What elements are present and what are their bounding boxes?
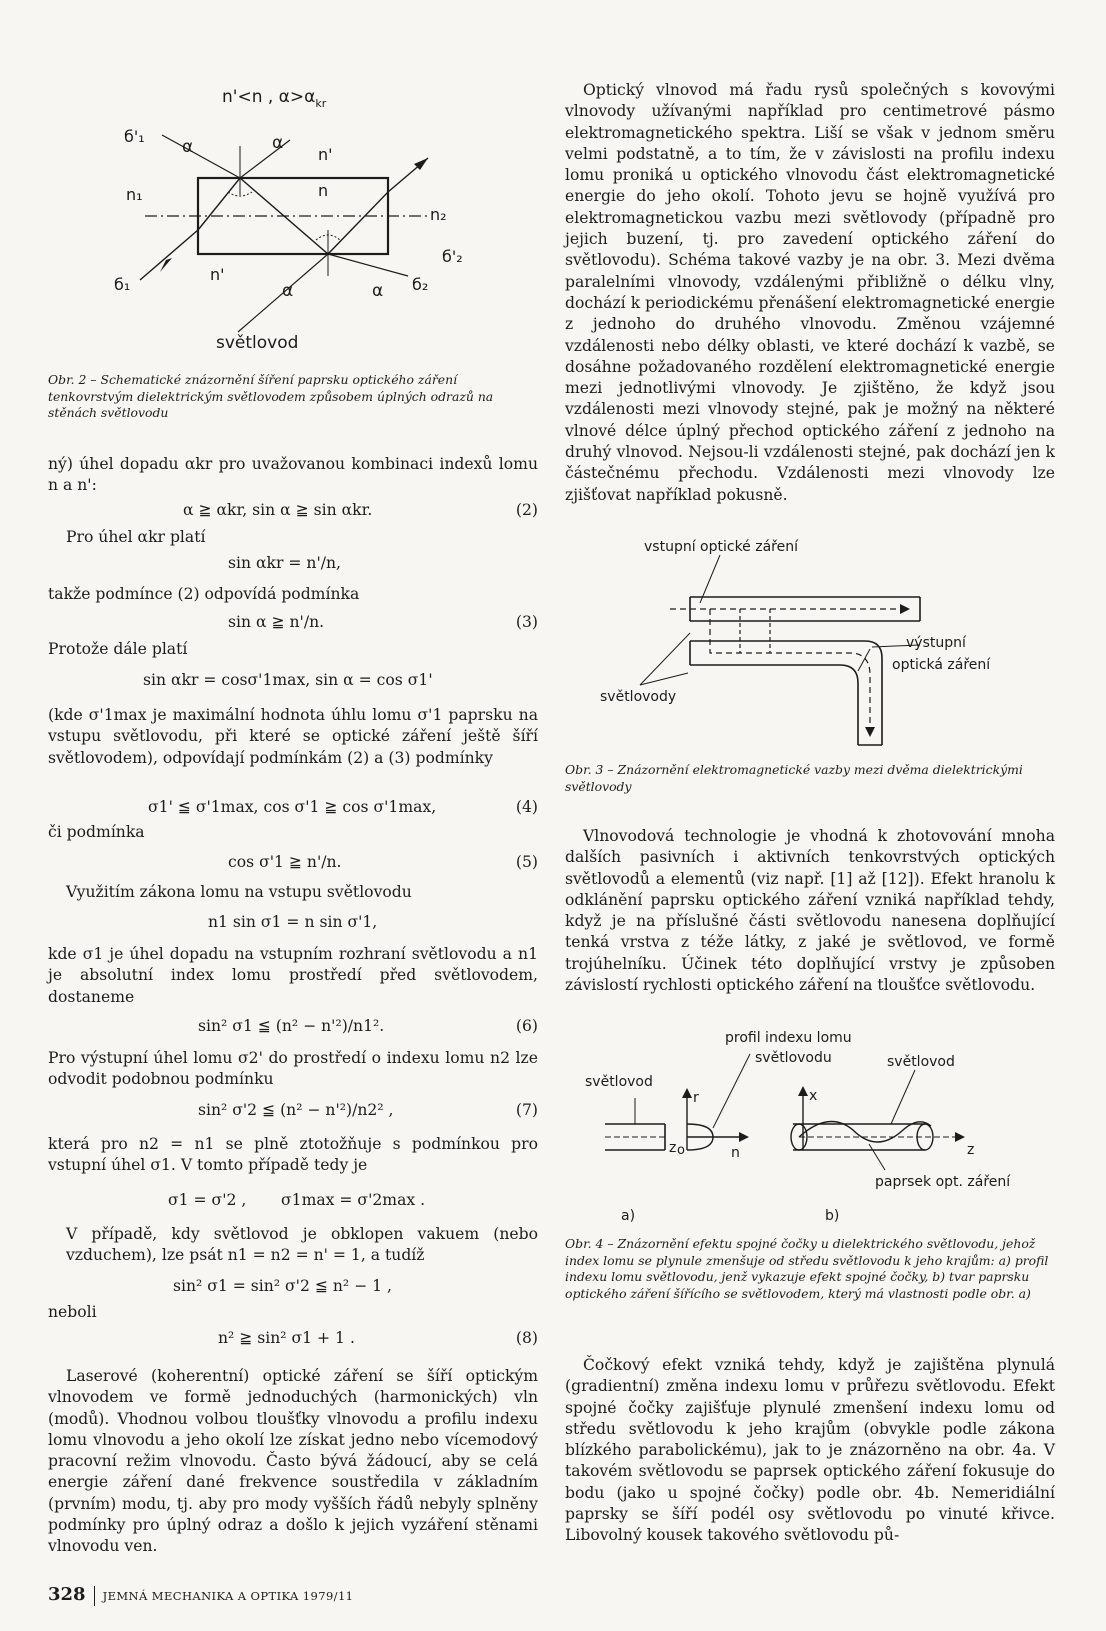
left-paragraph-7: Využitím zákona lomu na vstupu světlovodu: [66, 883, 412, 901]
fig2-alpha-top-left: α: [182, 137, 194, 157]
fig2-alpha-top-right: α: [272, 133, 284, 153]
figure-3-diagram: [600, 539, 1030, 755]
equation-sigma-equal: σ1 = σ'2 , σ1max = σ'2max .: [168, 1191, 426, 1209]
equation-cos: sin αkr = cosσ'1max, sin α = cos σ1': [143, 671, 433, 689]
equation-8-number: (8): [515, 1329, 538, 1347]
equation-4: σ1' ≦ σ'1max, cos σ'1 ≧ cos σ'1max,: [148, 798, 437, 816]
fig4-profile-2: světlovodu: [755, 1050, 832, 1066]
left-paragraph-3: takže podmínce (2) odpovídá podmínka: [48, 585, 360, 603]
equation-6-number: (6): [515, 1017, 538, 1035]
equation-3-number: (3): [515, 613, 538, 631]
equation-5-number: (5): [515, 853, 538, 871]
refracted-top-left: [162, 135, 240, 178]
figure-4-caption: Obr. 4 – Znázornění efektu spojné čočky u dielektrického světlovodu, jehož index lomu se plynule zmenšuje od středu světlovodu k jeho krajům: a) profil indexu lomu světlovodu, jenž vykazuje efekt spojné čočky, b) tvar paprsku optického záření šířícího se světlovodem, který má vlastnosti podle obr. a): [565, 1236, 1049, 1301]
left-paragraph-1: ný) úhel dopadu αkr pro uvažovanou kombinaci indexů lomu n a n':: [48, 455, 538, 495]
fig3-label-output-1: výstupní: [906, 635, 966, 651]
fig4-axis-z-a: z: [669, 1140, 677, 1156]
equation-8: n² ≧ sin² σ1 + 1 .: [218, 1329, 355, 1347]
figure-3-caption: Obr. 3 – Znázornění elektromagnetické vazby mezi dvěma dielektrickými světlovody: [565, 762, 1023, 794]
figure-2-diagram: [110, 80, 480, 360]
figure-4-diagram: [585, 1030, 1045, 1230]
equation-snell: n1 sin σ1 = n sin σ'1,: [208, 913, 378, 931]
equation-4-number: (4): [515, 798, 538, 816]
fig2-n2: n₂: [430, 205, 447, 224]
equation-7-number: (7): [515, 1101, 538, 1119]
journal-title: JEMNÁ MECHANIKA A OPTIKA 1979/11: [102, 1589, 354, 1603]
page-footer: [48, 1584, 353, 1606]
fig3-label-input: vstupní optické záření: [644, 539, 798, 555]
right-paragraph-1: Optický vlnovod má řadu rysů společných s kovovými vlnovody užívanými například pro centimetrové pásmo elektromagnetického spektra. Liší se však v jednom směru velmi podstatně, a to tím, že v závislosti na profilu indexu lomu proniká u optického vlnovodu část elektromagnetické energie do jeho okolí. Tohoto jevu se hojně využívá pro elektromagnetickou vazbu mezi světlovody (případně pro jejich buzení, tj. pro zavedení optického záření do světlovodu). Schéma takové vazby je na obr. 3. Mezi dvěma paralelními vlnovody, vzdálenými přibližně o délku vlny, dochází k periodickému přenášení elektromagnetické energie z jednoho do druhého vlnovodu. Změnou vzájemné vzdálenosti nebo délky oblasti, ve které dochází k vazbě, se dosáhne požadovaného rozdělení elektromagnetické energie mezi jednotlivými vlnovody. Je zjištěno, že když jsou vzdálenosti mezi vlnovody stejné, pak je možný na některé vlnové délce úplný přechod optického záření z jednoho na druhý vlnovod. Nejsou-li vzdálenosti stejné, pak dochází jen k částečnému přechodu. Vzdálenosti mezi vlnovody lze zjišťovat například pokusně.: [565, 81, 1055, 504]
fig2-svetlovod: světlovod: [216, 333, 299, 353]
fig3-label-guides: světlovody: [600, 689, 677, 705]
fig2-alpha-bottom-right: α: [372, 281, 384, 301]
fig2-n-prime-bottom: n': [210, 265, 225, 284]
fig2-sigma1-bottom: б₁: [114, 275, 131, 294]
fig4-profile-1: profil indexu lomu: [725, 1030, 852, 1046]
left-paragraph-8: kde σ1 je úhel dopadu na vstupním rozhraní světlovodu a n1 je absolutní index lomu prostředí před světlovodem, dostaneme: [48, 945, 538, 1006]
left-paragraph-2: Pro úhel αkr platí: [66, 528, 206, 546]
fig4-guide-a: světlovod: [585, 1074, 653, 1090]
fig2-n1: n₁: [126, 185, 143, 204]
equation-5: cos σ'1 ≧ n'/n.: [228, 853, 342, 871]
fig2-sigma2p: б'₂: [442, 247, 463, 266]
page-number: 328: [48, 1584, 86, 1605]
footer-separator: [94, 1586, 95, 1606]
right-paragraph-3: Čočkový efekt vzniká tehdy, když je zajištěna plynulá (gradientní) změna indexu lomu v průřezu světlovodu. Efekt spojné čočky zajišťuje plynulé zmenšení indexu lomu od středu světlovodu k jeho krajům (obvykle podle zákona blízkého parabolickému), jak to je znázorněno na obr. 4a. V takovém světlovodu se paprsek optického záření fokusuje do bodu (jako u spojné čočky) podle obr. 4b. Nemeridiální paprsky se šíří podél osy světlovodu po vinuté křivce. Libovolný kousek takového světlovodu pů-: [565, 1356, 1055, 1545]
equation-6: sin² σ1 ≦ (n² − n'²)/n1².: [198, 1017, 385, 1035]
fig2-n: n: [318, 181, 329, 200]
ray-in: [140, 230, 198, 280]
figure-2-caption: Obr. 2 – Schematické znázornění šíření paprsku optického záření tenkovrstvým dielektrickým světlovodem způsobem úplných odrazů na stěnách světlovodu: [48, 372, 494, 420]
arrow-in: [160, 258, 172, 272]
fig2-alpha-bottom-left: α: [282, 281, 294, 301]
fig4-guide-b: světlovod: [887, 1054, 955, 1070]
fig4-label-a: a): [621, 1208, 636, 1224]
fig2-sigma2: б₂: [412, 275, 429, 294]
equation-sin-akr: sin αkr = n'/n,: [228, 554, 341, 572]
left-paragraph-6: či podmínka: [48, 823, 145, 841]
fig4-axis-z-b: z: [967, 1142, 975, 1158]
equation-7: sin² σ'2 ≦ (n² − n'²)/n2² ,: [198, 1101, 394, 1119]
equation-2: α ≧ αkr, sin α ≧ sin αkr.: [183, 501, 373, 519]
fig4-axis-x: x: [809, 1088, 818, 1104]
fig2-sigma1p-top: б'₁: [124, 127, 145, 146]
lower-waveguide: [690, 641, 882, 745]
left-paragraph-11: V případě, kdy světlovod je obklopen vakuem (nebo vzduchem), lze psát n1 = n2 = n' = 1, a tudíž: [66, 1225, 538, 1265]
left-paragraph-9: Pro výstupní úhel lomu σ2' do prostředí o indexu lomu n2 lze odvodit podobnou podmínku: [48, 1049, 538, 1089]
right-paragraph-2: Vlnovodová technologie je vhodná k zhotovování mnoha dalších pasivních i aktivních tenkovrstvých optických světlovodů a elementů (viz např. [1] až [12]). Efekt hranolu k odklánění paprsku optického záření vzniká například tehdy, když je na příslušné části světlovodu nanesena doplňující tenká vrstva z téže látky, z jaké je světlovod, ve formě trojúhelníku. Účinek této doplňující vrstvy je způsoben závislostí rychlosti optického záření na tloušťce světlovodu.: [565, 827, 1055, 995]
fig2-n-prime-top: n': [318, 145, 333, 164]
equation-3: sin α ≧ n'/n.: [228, 613, 325, 631]
left-paragraph-4: Protože dále platí: [48, 640, 188, 658]
left-paragraph-10: která pro n2 = n1 se plně ztotožňuje s podmínkou pro vstupní úhel σ1. V tomto případě tedy je: [48, 1135, 538, 1175]
left-paragraph-5: (kde σ'1max je maximální hodnota úhlu lomu σ'1 paprsku na vstupu světlovodu, při které se optické záření ještě šíří světlovodem), odpovídají podmínkám (2) a (3) podmínky: [48, 706, 538, 767]
left-paragraph-13: Laserové (koherentní) optické záření se šíří optickým vlnovodem ve formě jednoduchých (harmonických) vln (modů). Vhodnou volbou tloušťky vlnovodu a profilu indexu lomu vlnovodu a jeho okolí lze získat jedno nebo vícemodový pracovní režim vlnovodu. Často bývá žádoucí, aby se celá energie záření dané frekvence soustředila v základním (prvním) modu, tj. aby pro mody vyšších řádů nebyly splněny podmínky pro úplný odraz a došlo k jejich vyzáření stěnami vlnovodu ven.: [48, 1367, 538, 1556]
fig4-label-b: b): [825, 1208, 840, 1224]
equation-vacuum: sin² σ1 = sin² σ'2 ≦ n² − 1 ,: [173, 1277, 392, 1295]
fig2-top-condition: n'<n , $\alpha>\alpha_{kr}$: [222, 87, 327, 110]
fig4-axis-n: n: [731, 1145, 740, 1161]
left-paragraph-12: neboli: [48, 1303, 97, 1321]
equation-2-number: (2): [515, 501, 538, 519]
fig4-ray-label: paprsek opt. záření: [875, 1174, 1011, 1190]
fig3-label-output-2: optická záření: [892, 657, 991, 673]
fig4-axis-r: r: [693, 1090, 699, 1106]
fig4-axis-o-a: o: [677, 1143, 685, 1158]
refracted-bottom-right: [328, 254, 408, 276]
